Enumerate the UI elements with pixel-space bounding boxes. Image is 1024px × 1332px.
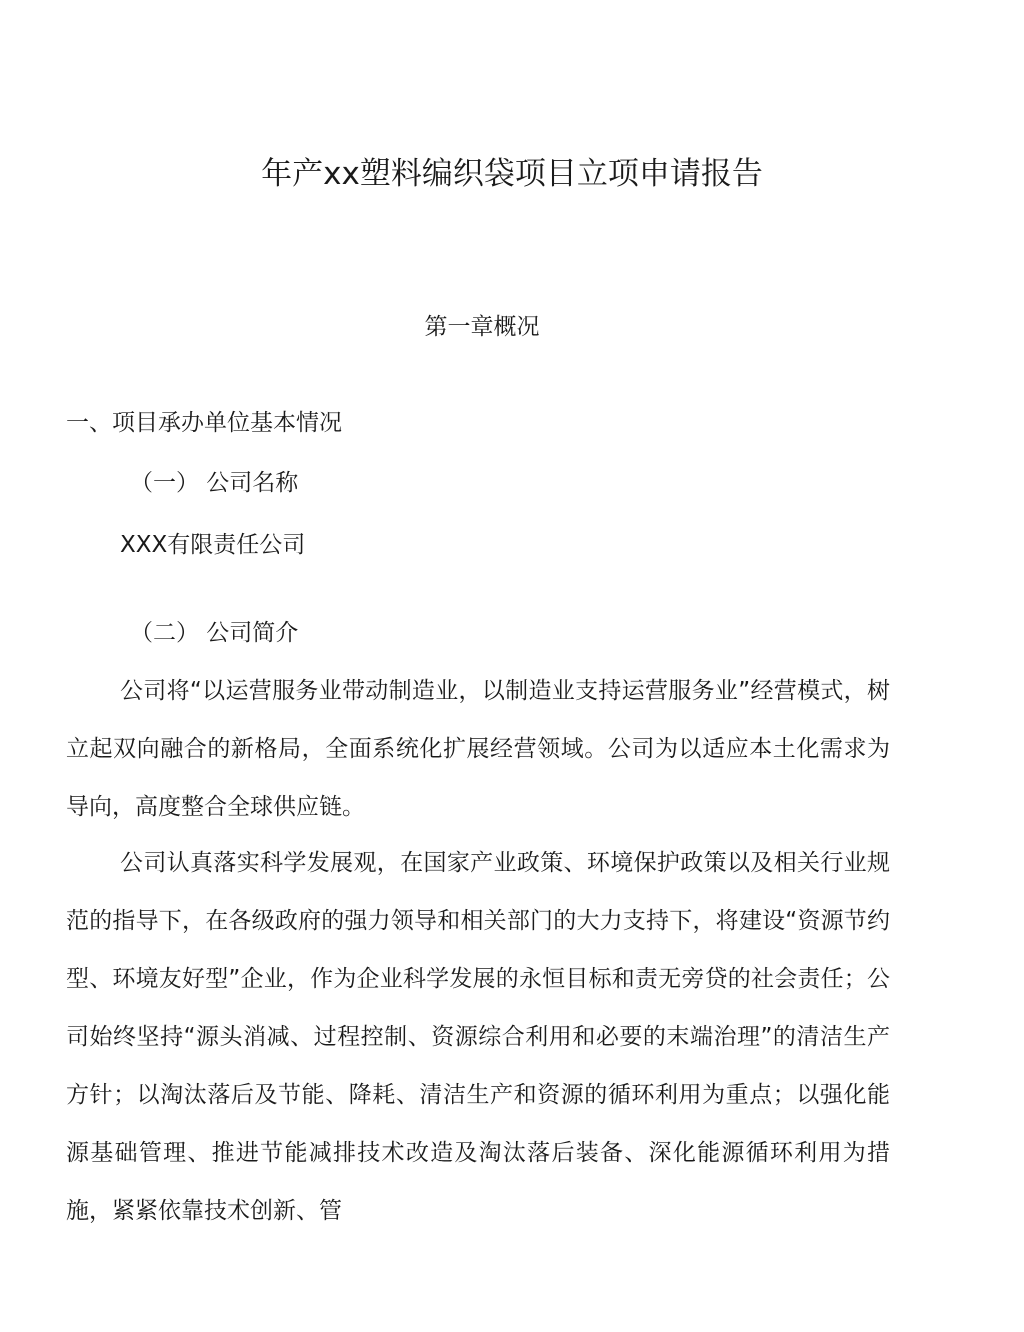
subsection-heading-company-intro: （二） 公司简介 xyxy=(130,620,299,646)
company-name-text: XXX有限责任公司 xyxy=(120,532,306,558)
subsection-heading-company-name: （一） 公司名称 xyxy=(130,470,299,496)
section-heading: 一、项目承办单位基本情况 xyxy=(66,410,342,436)
body-paragraph: 公司认真落实科学发展观，在国家产业政策、环境保护政策以及相关行业规范的指导下，在各级政府的强力领导和相关部门的大力支持下，将建设“资源节约型、环境友好型”企业，作为企业科学发展的永恒目标和责无旁贷的社会责任；公司始终坚持“源头消减、过程控制、资源综合利用和必要的末端治理”的清洁生产方针；以淘汰落后及节能、降耗、清洁生产和资源的循环利用为重点；以强化能源基础管理、推进节能减排技术改造及淘汰落后装备、深化能源循环利用为措施，紧紧依靠技术创新、管 xyxy=(66,850,890,1224)
body-paragraph: 公司将“以运营服务业带动制造业，以制造业支持运营服务业”经营模式，树立起双向融合的新格局，全面系统化扩展经营领域。公司为以适应本土化需求为导向，高度整合全球供应链。 xyxy=(66,678,890,820)
chapter-heading: 第一章概况 xyxy=(424,314,540,340)
document-title: 年产xx塑料编织袋项目立项申请报告 xyxy=(261,156,763,192)
